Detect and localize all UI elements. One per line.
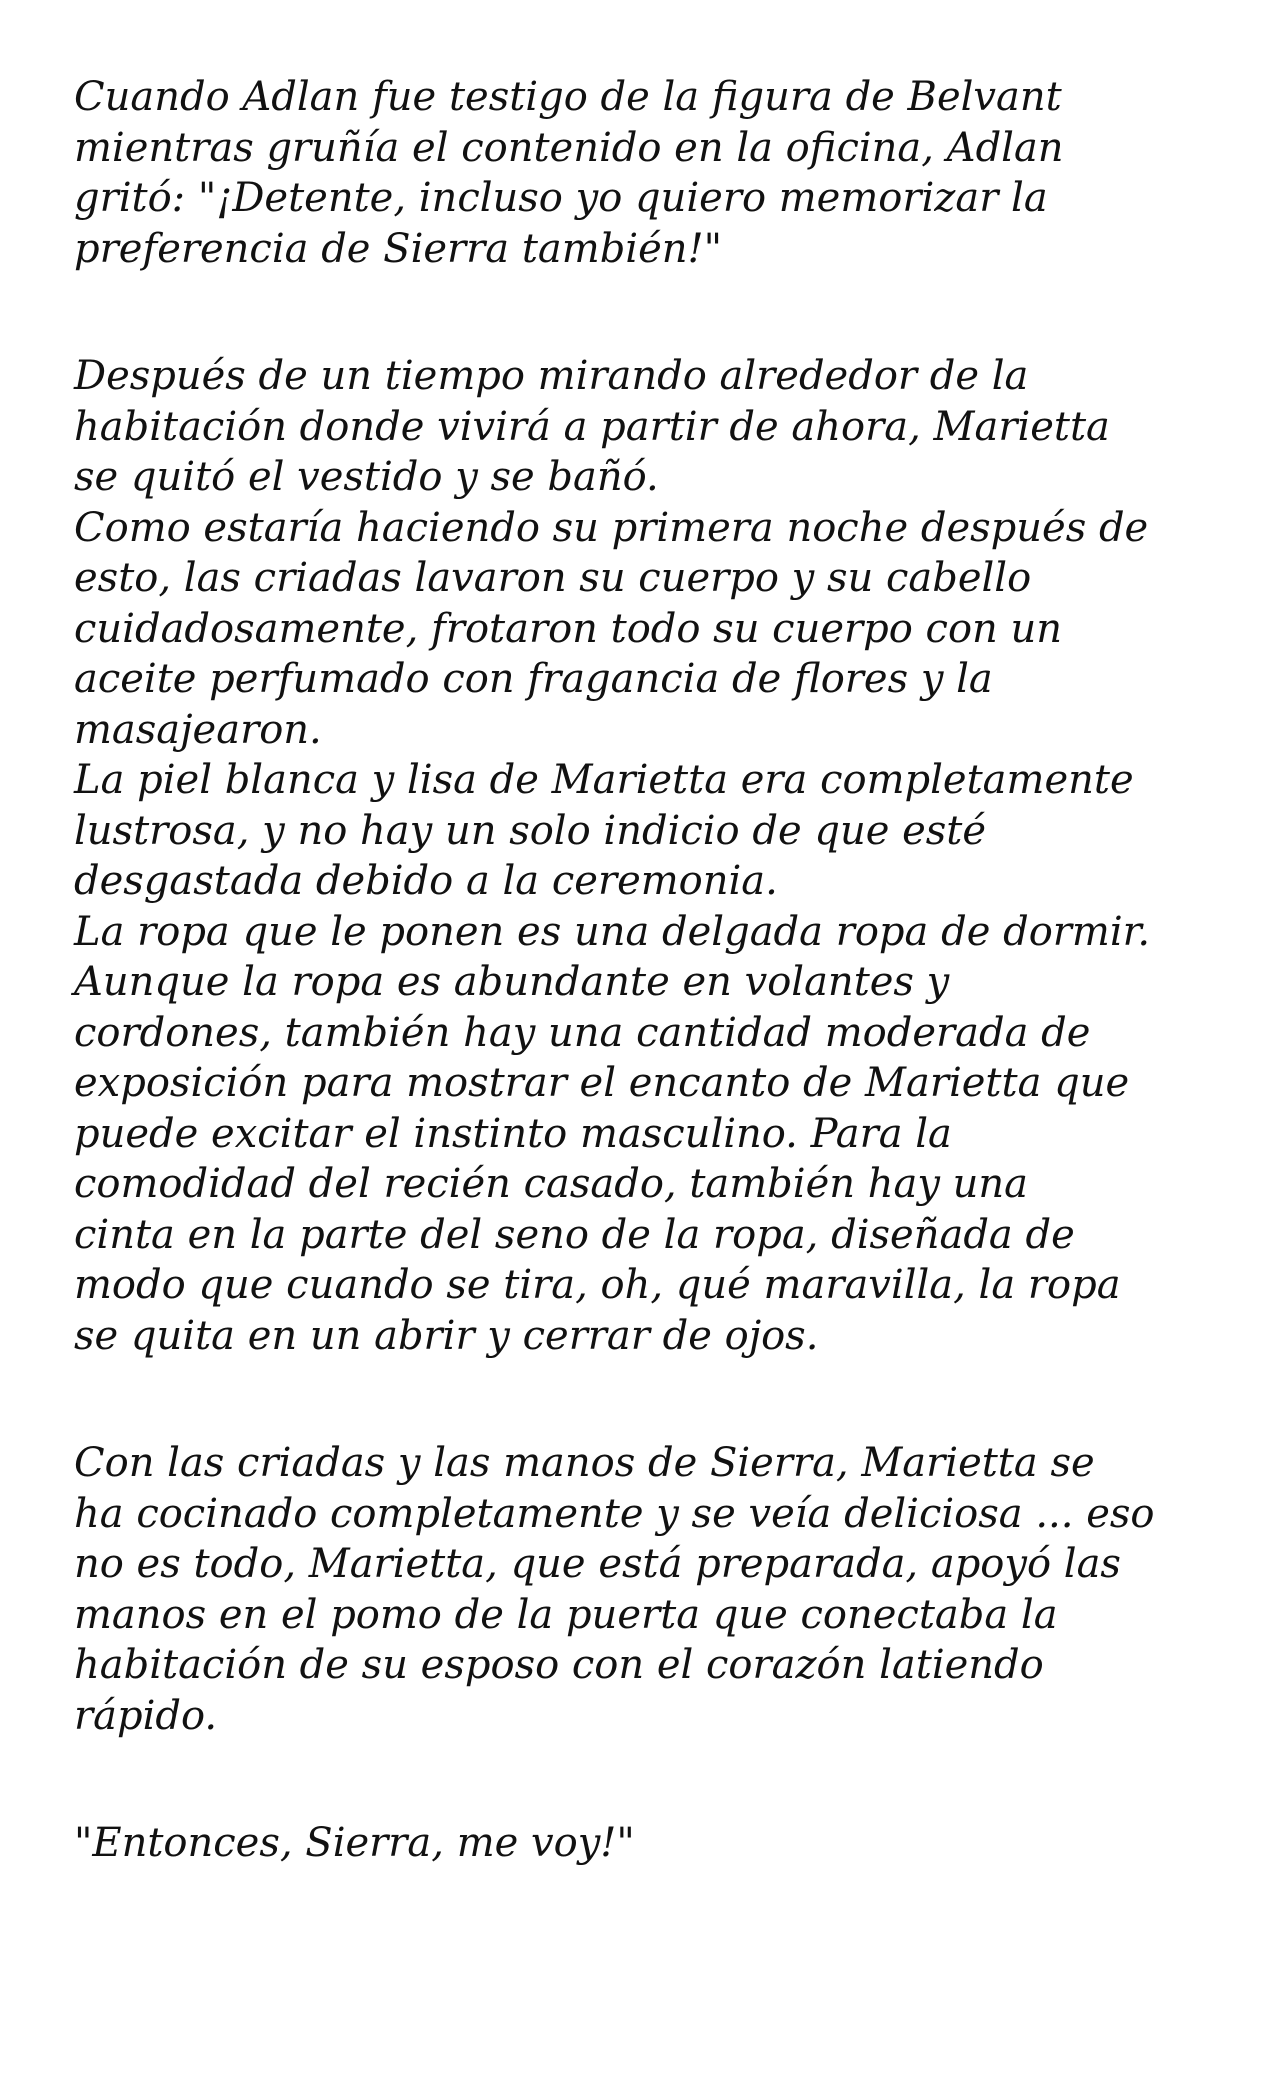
paragraph-gap bbox=[74, 1741, 1215, 1818]
text-line: La ropa que le ponen es una delgada ropa de dormir. bbox=[74, 908, 1151, 955]
paragraph-marietta-bath bbox=[74, 351, 1215, 1361]
text-line: esto, las criadas lavaron su cuerpo y su cabello bbox=[74, 555, 1032, 601]
paragraph-dialogue bbox=[74, 1818, 1215, 1869]
paragraph-gap bbox=[74, 274, 1215, 351]
text-line: ha cocinado completamente y se veía deliciosa ... eso bbox=[74, 1490, 1155, 1537]
paragraph-gap bbox=[74, 1361, 1215, 1438]
text-line: Aunque la ropa es abundante en volantes y bbox=[74, 959, 950, 1005]
text-line: manos en el pomo de la puerta que conectaba la bbox=[74, 1591, 1058, 1638]
text-line: cuidadosamente, frotaron todo su cuerpo con un bbox=[74, 605, 1063, 652]
text-line: Como estaría haciendo su primera noche después de bbox=[74, 504, 1149, 551]
text-line: exposición para mostrar el encanto de Marietta que bbox=[74, 1060, 1130, 1106]
text-line: desgastada debido a la ceremonia. bbox=[74, 858, 778, 904]
text-line: preferencia de Sierra también!" bbox=[74, 225, 723, 272]
dialogue-line: "Entonces, Sierra, me voy!" bbox=[74, 1820, 635, 1866]
text-line: modo que cuando se tira, oh, qué maravilla, la ropa bbox=[74, 1262, 1121, 1308]
paragraph-door bbox=[74, 1438, 1215, 1741]
text-line: mientras gruñía el contenido en la oficina, Adlan bbox=[74, 124, 1064, 171]
text-line: rápido. bbox=[74, 1692, 218, 1739]
text-line: comodidad del recién casado, también hay una bbox=[74, 1161, 1029, 1207]
text-line: Con las criadas y las manos de Sierra, Marietta se bbox=[74, 1440, 1095, 1486]
text-line: aceite perfumado con fragancia de flores y la bbox=[74, 656, 993, 702]
paragraph-belvant bbox=[74, 72, 1215, 274]
text-line: masajearon. bbox=[74, 706, 322, 753]
text-line: Después de un tiempo mirando alrededor de la bbox=[74, 353, 1029, 399]
text-line: se quitó el vestido y se bañó. bbox=[74, 454, 659, 500]
text-line: cinta en la parte del seno de la ropa, diseñada de bbox=[74, 1211, 1075, 1258]
text-line: Cuando Adlan fue testigo de la figura de Belvant bbox=[74, 74, 1062, 120]
text-line: lustrosa, y no hay un solo indicio de que esté bbox=[74, 807, 987, 854]
text-line: puede excitar el instinto masculino. Para la bbox=[74, 1110, 952, 1157]
text-line: habitación donde vivirá a partir de ahora, Marietta bbox=[74, 403, 1110, 450]
text-line: La piel blanca y lisa de Marietta era completamente bbox=[74, 757, 1134, 803]
text-line: gritó: "¡Detente, incluso yo quiero memorizar la bbox=[74, 175, 1048, 221]
text-line: se quita en un abrir y cerrar de ojos. bbox=[74, 1312, 819, 1359]
text-line: cordones, también hay una cantidad moderada de bbox=[74, 1009, 1091, 1056]
text-line: habitación de su esposo con el corazón latiendo bbox=[74, 1642, 1044, 1688]
text-line: no es todo, Marietta, que está preparada, apoyó las bbox=[74, 1541, 1121, 1587]
